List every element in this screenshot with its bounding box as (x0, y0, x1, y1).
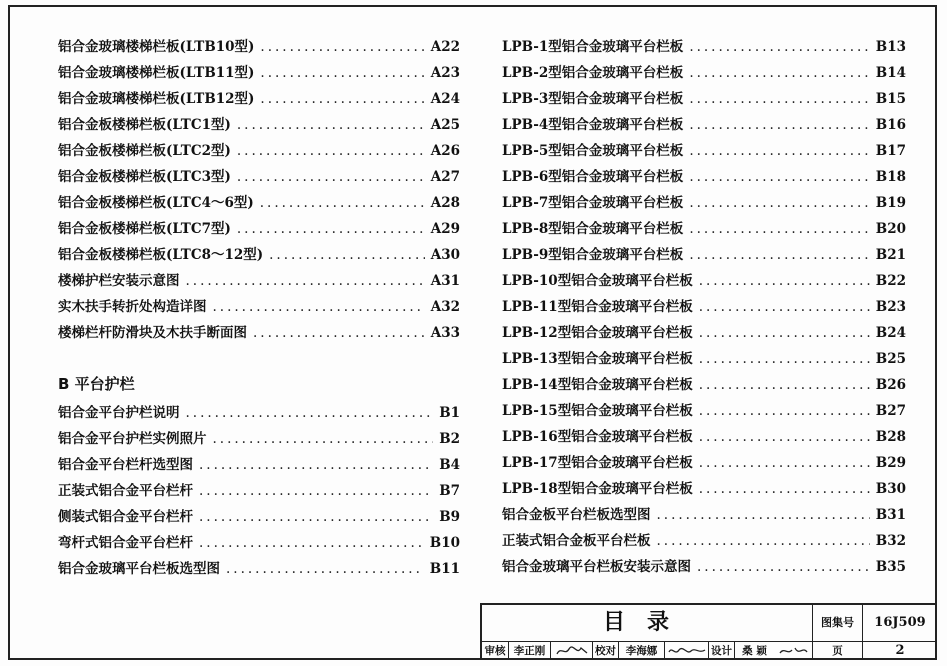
toc-entry (58, 320, 460, 346)
toc-entry (502, 476, 906, 502)
toc-entry-page: B32 (875, 533, 906, 549)
toc-entry-page: A29 (430, 221, 460, 237)
designer-name: 桑 颖 (734, 642, 774, 660)
dot-leader (699, 372, 870, 398)
toc-entry-title: 正装式铝合金平台栏杆 (58, 483, 193, 499)
dot-leader (260, 34, 424, 60)
dot-leader (689, 242, 869, 268)
dot-leader (689, 60, 869, 86)
dot-leader (260, 86, 424, 112)
toc-entry-page: B9 (439, 509, 460, 525)
toc-entry-title: 铝合金板楼梯栏板(LTC7型) (58, 221, 231, 237)
toc-entry-page: B24 (875, 325, 906, 341)
toc-entry-page: B35 (875, 559, 906, 575)
dot-leader (269, 242, 425, 268)
toc-entry (58, 268, 460, 294)
toc-entry (502, 450, 906, 476)
toc-entry-page: A23 (430, 65, 460, 81)
toc-entry-title: LPB-8型铝合金玻璃平台栏板 (502, 221, 684, 237)
dot-leader (699, 320, 870, 346)
dot-leader (689, 112, 869, 138)
toc-entry (502, 216, 906, 242)
toc-entry-page: B21 (875, 247, 906, 263)
toc-entry-title: 弯杆式铝合金平台栏杆 (58, 535, 193, 551)
toc-entry (58, 504, 460, 530)
toc-entry-title: 楼梯栏杆防滑块及木扶手断面图 (58, 325, 247, 341)
toc-entry-title: LPB-12型铝合金玻璃平台栏板 (502, 325, 693, 341)
toc-entry-title: 铝合金板楼梯栏板(LTC1型) (58, 117, 231, 133)
toc-entry (58, 452, 460, 478)
toc-entry-page: B19 (875, 195, 906, 211)
toc-left-column (58, 34, 460, 582)
toc-entry-title: LPB-11型铝合金玻璃平台栏板 (502, 299, 693, 315)
toc-entry (502, 86, 906, 112)
toc-entry-page: B22 (875, 273, 906, 289)
toc-entry (58, 530, 460, 556)
dot-leader (213, 426, 434, 452)
toc-entry-title: LPB-16型铝合金玻璃平台栏板 (502, 429, 693, 445)
toc-entry-title: 正装式铝合金板平台栏板 (502, 533, 651, 549)
toc-entry-page: B2 (439, 431, 460, 447)
toc-entry-page: B10 (429, 535, 460, 551)
toc-entry-title: LPB-18型铝合金玻璃平台栏板 (502, 481, 693, 497)
toc-entry-page: B23 (875, 299, 906, 315)
check-label: 校对 (592, 642, 618, 660)
designer-signature (774, 642, 812, 660)
toc-entry-title: LPB-4型铝合金玻璃平台栏板 (502, 117, 684, 133)
dot-leader (699, 346, 870, 372)
toc-right-column (502, 34, 906, 580)
toc-entry (502, 424, 906, 450)
toc-entry (502, 164, 906, 190)
toc-entry-page: B30 (875, 481, 906, 497)
toc-entry-title: LPB-14型铝合金玻璃平台栏板 (502, 377, 693, 393)
toc-entry (502, 554, 906, 580)
toc-entry (58, 556, 460, 582)
toc-entry (502, 242, 906, 268)
toc-entry (502, 112, 906, 138)
toc-entry (502, 346, 906, 372)
toc-entry-title: 铝合金板楼梯栏板(LTC2型) (58, 143, 231, 159)
checker-name: 李海娜 (618, 642, 664, 660)
toc-entry-title: LPB-3型铝合金玻璃平台栏板 (502, 91, 684, 107)
toc-entry (58, 138, 460, 164)
dot-leader (657, 502, 870, 528)
toc-entry-title: 铝合金平台护栏实例照片 (58, 431, 207, 447)
toc-entry (502, 268, 906, 294)
dot-leader (186, 268, 425, 294)
review-label: 审核 (484, 645, 506, 657)
toc-entry-page: A26 (430, 143, 460, 159)
dot-leader (689, 138, 869, 164)
toc-entry-page: B7 (439, 483, 460, 499)
toc-entry-page: A31 (430, 273, 460, 289)
toc-list-stair-railings (58, 34, 460, 346)
toc-entry-page: B16 (875, 117, 906, 133)
toc-entry (58, 400, 460, 426)
toc-entry-title: 铝合金平台护栏说明 (58, 405, 180, 421)
toc-entry-title: 铝合金板楼梯栏板(LTC3型) (58, 169, 231, 185)
dot-leader (213, 294, 425, 320)
toc-entry-title: 铝合金板平台栏板选型图 (502, 507, 651, 523)
toc-entry (502, 528, 906, 554)
toc-entry-page: B1 (439, 405, 460, 421)
dot-leader (237, 138, 425, 164)
dot-leader (237, 112, 425, 138)
toc-entry-page: A22 (430, 39, 460, 55)
toc-entry-page: A32 (430, 299, 460, 315)
dot-leader (689, 190, 869, 216)
dot-leader (199, 530, 424, 556)
toc-entry-page: B25 (875, 351, 906, 367)
toc-entry-title: 铝合金玻璃平台栏板安装示意图 (502, 559, 691, 575)
section-spacer (58, 346, 460, 368)
dot-leader (697, 554, 870, 580)
toc-entry (502, 138, 906, 164)
title-block-row-bottom (482, 642, 937, 660)
toc-entry-title: 铝合金平台栏杆选型图 (58, 457, 193, 473)
toc-entry-title: LPB-9型铝合金玻璃平台栏板 (502, 247, 684, 263)
dot-leader (199, 452, 433, 478)
toc-entry-title: 侧装式铝合金平台栏杆 (58, 509, 193, 525)
toc-entry-title: 楼梯护栏安装示意图 (58, 273, 180, 289)
toc-entry (502, 294, 906, 320)
dot-leader (689, 34, 869, 60)
dot-leader (199, 504, 433, 530)
toc-entry-page: B14 (875, 65, 906, 81)
sheet-title: 目录 (602, 610, 691, 635)
reviewer-name: 李正刚 (508, 642, 550, 660)
title-block (480, 603, 937, 660)
dot-leader (260, 60, 424, 86)
atlas-number: 16J509 (862, 605, 937, 641)
toc-entry (58, 112, 460, 138)
toc-entry-page: B31 (875, 507, 906, 523)
toc-entry (58, 86, 460, 112)
toc-entry-title: LPB-1型铝合金玻璃平台栏板 (502, 39, 684, 55)
toc-entry-page: B28 (875, 429, 906, 445)
toc-entry-title: 铝合金玻璃楼梯栏板(LTB10型) (58, 39, 255, 55)
toc-entry-page: B18 (875, 169, 906, 185)
toc-entry-page: B27 (875, 403, 906, 419)
toc-entry-title: 实木扶手转折处构造详图 (58, 299, 207, 315)
toc-entry (502, 502, 906, 528)
toc-entry-title: LPB-2型铝合金玻璃平台栏板 (502, 65, 684, 81)
toc-entry-title: 铝合金玻璃楼梯栏板(LTB12型) (58, 91, 255, 107)
toc-entry (58, 34, 460, 60)
toc-entry (502, 398, 906, 424)
toc-entry (58, 216, 460, 242)
toc-entry-title: LPB-15型铝合金玻璃平台栏板 (502, 403, 693, 419)
section-heading: B 平台护栏 (58, 375, 135, 393)
toc-entry-page: B17 (875, 143, 906, 159)
toc-entry-title: LPB-13型铝合金玻璃平台栏板 (502, 351, 693, 367)
toc-entry-page: B15 (875, 91, 906, 107)
dot-leader (253, 320, 425, 346)
dot-leader (260, 190, 425, 216)
dot-leader (657, 528, 870, 554)
toc-entry-title: 铝合金板楼梯栏板(LTC4～6型) (58, 195, 254, 211)
toc-list-platform-panels (502, 34, 906, 580)
toc-entry-title: LPB-6型铝合金玻璃平台栏板 (502, 169, 684, 185)
dot-leader (699, 450, 870, 476)
toc-entry-page: B4 (439, 457, 460, 473)
toc-entry (502, 320, 906, 346)
toc-entry-title: LPB-17型铝合金玻璃平台栏板 (502, 455, 693, 471)
toc-entry-page: B13 (875, 39, 906, 55)
toc-entry (502, 60, 906, 86)
toc-entry-page: B29 (875, 455, 906, 471)
toc-entry (58, 294, 460, 320)
toc-entry (502, 34, 906, 60)
toc-entry-page: B26 (875, 377, 906, 393)
dot-leader (699, 476, 870, 502)
toc-entry-title: 铝合金玻璃楼梯栏板(LTB11型) (58, 65, 255, 81)
dot-leader (689, 164, 869, 190)
dot-leader (237, 164, 425, 190)
dot-leader (699, 398, 870, 424)
toc-entry (58, 60, 460, 86)
toc-entry (502, 190, 906, 216)
toc-entry-title: 铝合金玻璃平台栏板选型图 (58, 561, 220, 577)
toc-entry-title: LPB-5型铝合金玻璃平台栏板 (502, 143, 684, 159)
title-block-row-top (482, 605, 937, 642)
toc-entry-page: A24 (430, 91, 460, 107)
toc-entry (58, 164, 460, 190)
toc-entry-title: LPB-7型铝合金玻璃平台栏板 (502, 195, 684, 211)
toc-entry-page: A27 (430, 169, 460, 185)
toc-entry-page: A25 (430, 117, 460, 133)
page-label: 页 (812, 642, 862, 660)
dot-leader (199, 478, 433, 504)
toc-entry-page: A28 (430, 195, 460, 211)
toc-entry (502, 372, 906, 398)
dot-leader (186, 400, 434, 426)
toc-entry-title: LPB-10型铝合金玻璃平台栏板 (502, 273, 693, 289)
dot-leader (699, 294, 870, 320)
atlas-label: 图集号 (812, 605, 862, 641)
toc-entry-page: B20 (875, 221, 906, 237)
toc-entry-page: A30 (430, 247, 460, 263)
toc-entry (58, 426, 460, 452)
design-label: 设计 (708, 642, 734, 660)
page-number: 2 (862, 642, 937, 660)
reviewer-signature (550, 642, 592, 660)
dot-leader (689, 216, 869, 242)
toc-entry (58, 190, 460, 216)
toc-entry-page: B11 (429, 561, 460, 577)
toc-entry-title: 铝合金板楼梯栏板(LTC8～12型) (58, 247, 264, 263)
dot-leader (689, 86, 869, 112)
toc-entry (58, 478, 460, 504)
dot-leader (237, 216, 425, 242)
toc-entry (58, 242, 460, 268)
dot-leader (226, 556, 424, 582)
toc-list-platform-railings (58, 400, 460, 582)
checker-signature (664, 642, 708, 660)
dot-leader (699, 424, 870, 450)
toc-entry-page: A33 (430, 325, 460, 341)
dot-leader (699, 268, 870, 294)
